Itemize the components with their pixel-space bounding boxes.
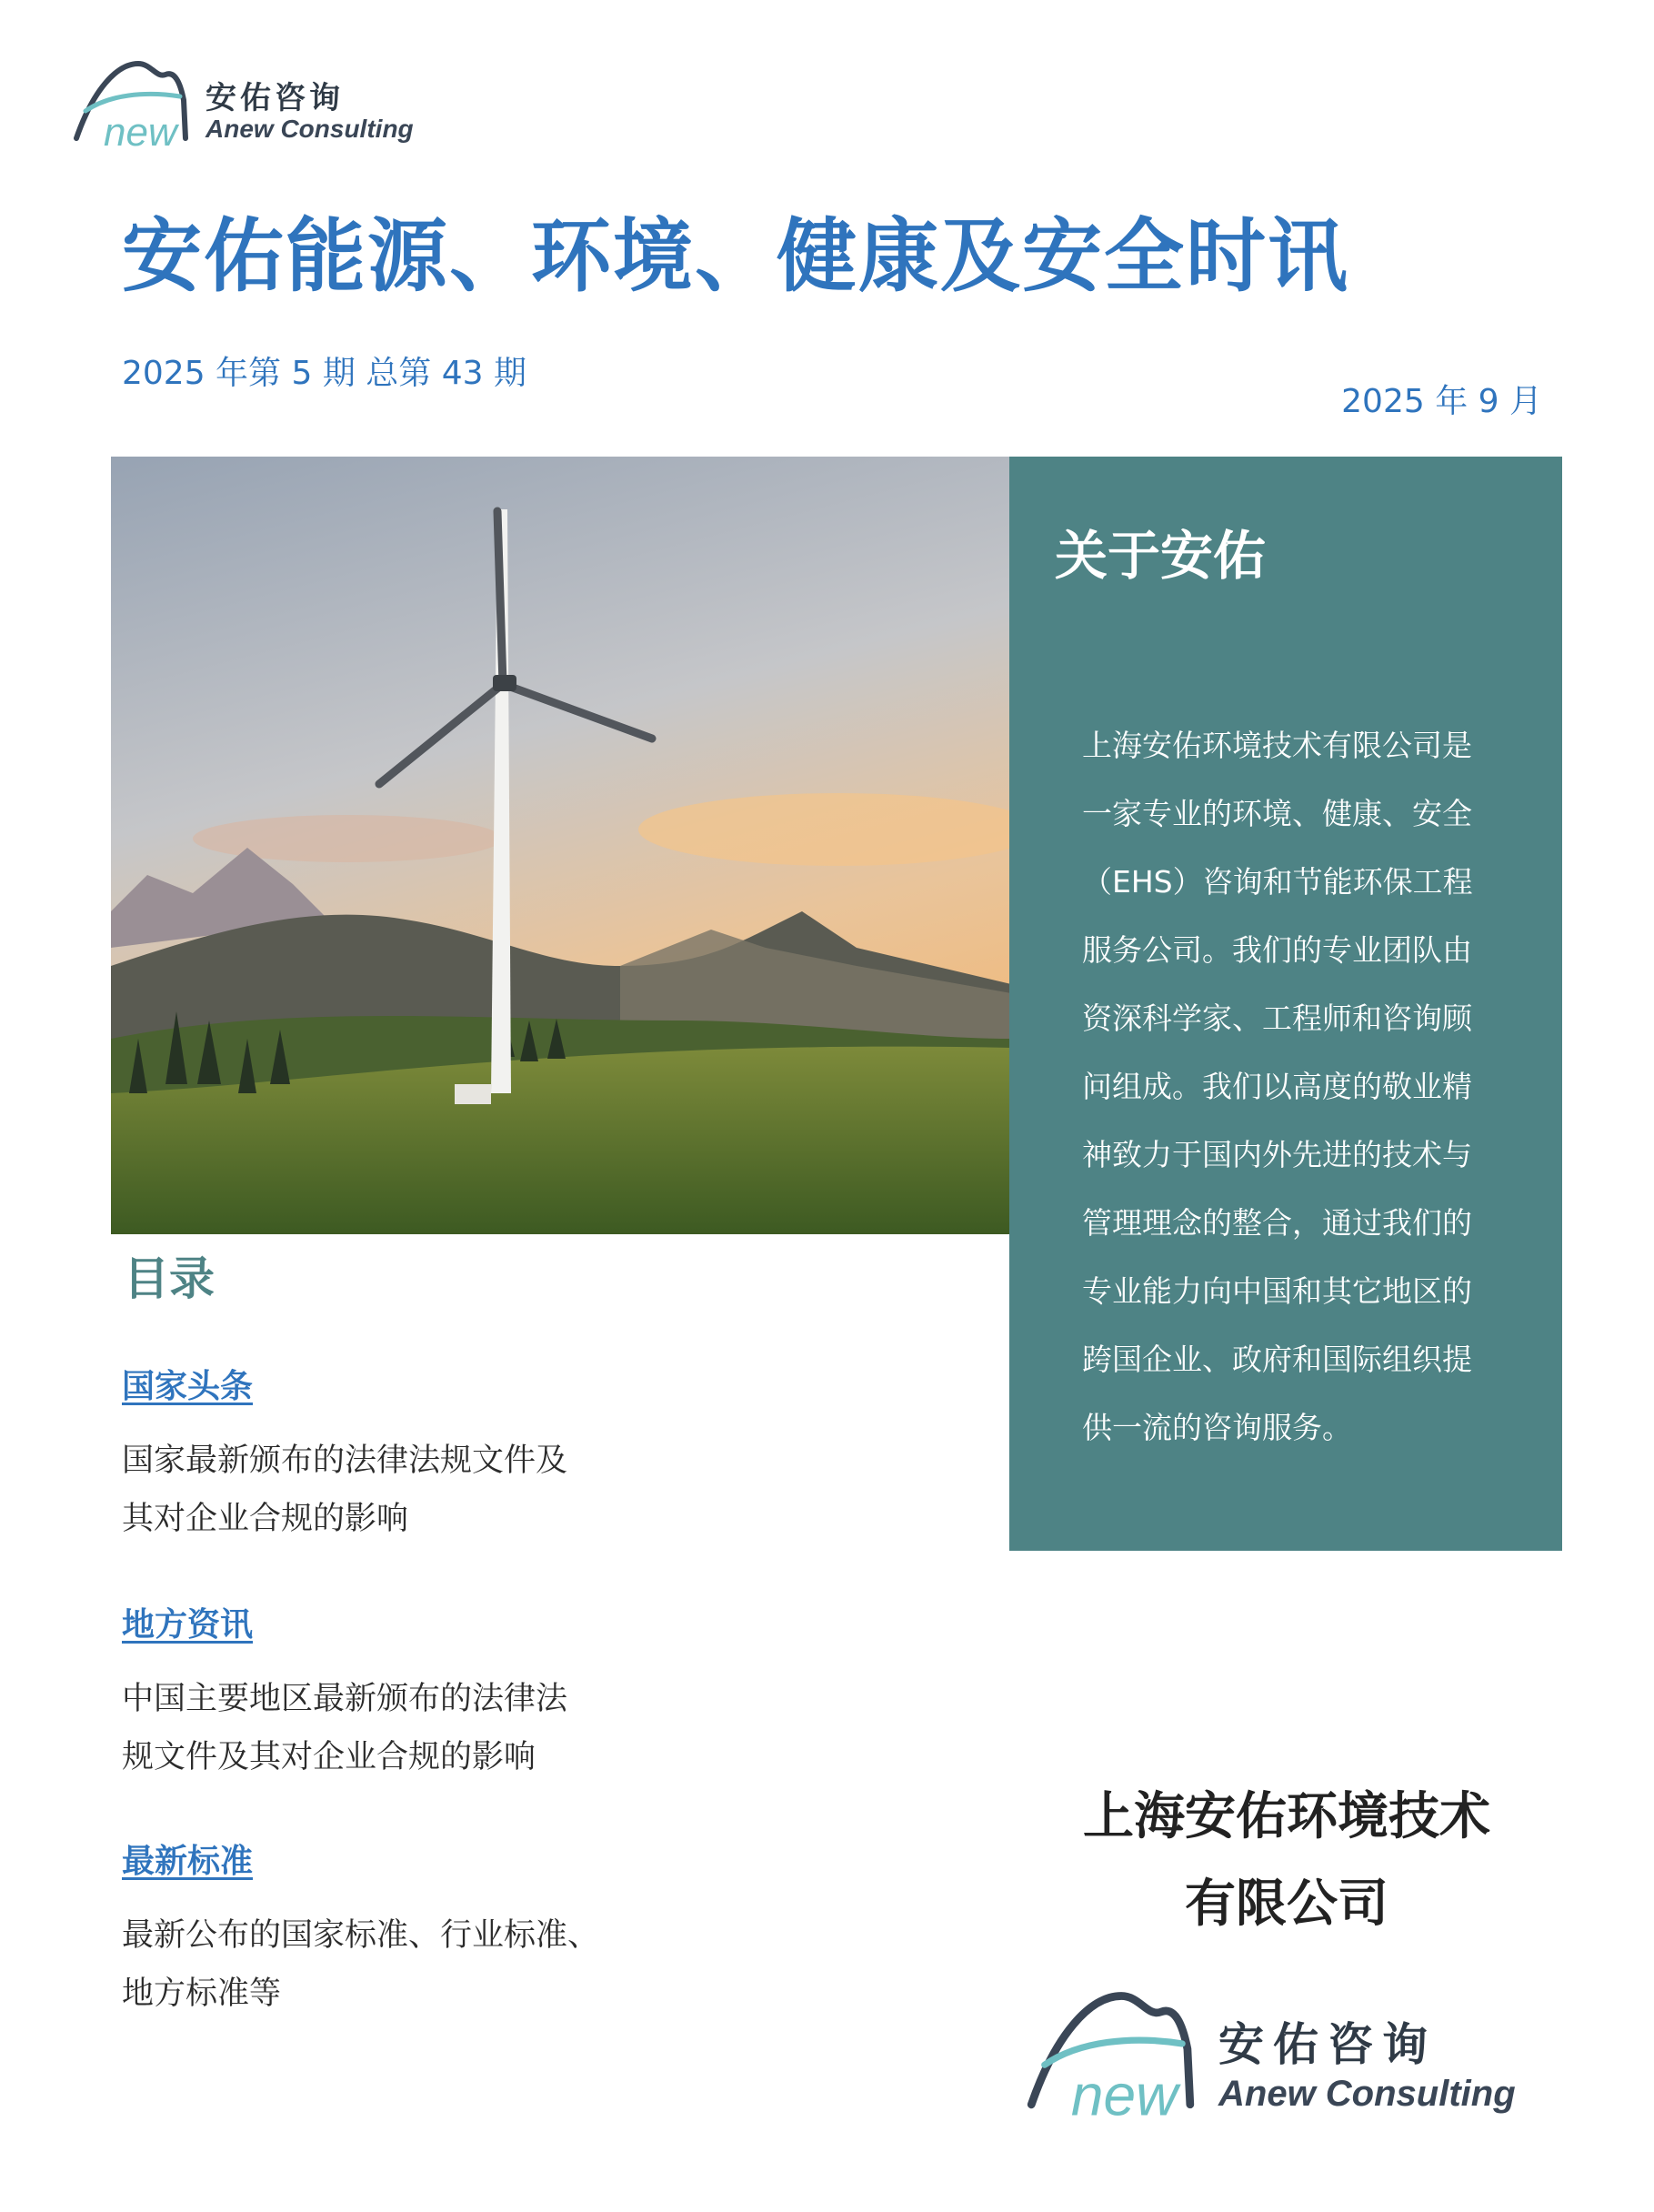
about-line: 神致力于国内外先进的技术与 [1082, 1137, 1472, 1172]
toc-desc-national [122, 1432, 631, 1548]
toc-desc-line: 最新公布的国家标准、行业标准、 [122, 1917, 600, 1954]
toc-desc-standards [122, 1906, 631, 2023]
about-line: （EHS）咨询和节能环保工程 [1082, 864, 1473, 900]
logo-mountain-icon [73, 55, 191, 155]
toc-desc-line: 国家最新颁布的法律法规文件及 [122, 1443, 568, 1479]
company-name-line2: 有限公司 [1185, 1875, 1388, 1934]
about-line: 资深科学家、工程师和咨询顾 [1082, 1000, 1472, 1036]
logo-cn-text: 安佑咨询 [1218, 2018, 1437, 2071]
about-line: 跨国企业、政府和国际组织提 [1082, 1342, 1472, 1377]
about-line: 问组成。我们以高度的敬业精 [1082, 1069, 1472, 1104]
company-name-line1: 上海安佑环境技术 [1083, 1787, 1490, 1846]
toc-desc-line: 规文件及其对企业合规的影响 [122, 1739, 536, 1775]
logo-en-text: Anew Consulting [205, 115, 414, 143]
page-title: 安佑能源、环境、健康及安全时讯 [122, 209, 1350, 303]
toc-desc-line: 中国主要地区最新颁布的法律法 [122, 1681, 568, 1717]
about-line: 一家专业的环境、健康、安全 [1082, 796, 1472, 831]
about-title: 关于安佑 [1055, 525, 1267, 587]
about-line: 服务公司。我们的专业团队由 [1082, 932, 1472, 968]
logo-mark-text: new [1070, 2062, 1178, 2128]
company-name [1000, 1774, 1573, 1948]
toc-link-local-news[interactable]: 地方资讯 [122, 1606, 254, 1644]
about-body [1082, 711, 1500, 1462]
logo-en-text: Anew Consulting [1218, 2074, 1516, 2114]
toc-title: 目录 [124, 1252, 215, 1305]
logo-mountain-icon [1026, 1983, 1198, 2128]
about-line: 供一流的咨询服务。 [1082, 1410, 1352, 1445]
about-panel [1009, 457, 1562, 1551]
logo-top [73, 55, 418, 155]
toc-desc-line: 地方标准等 [122, 1976, 282, 2012]
about-line: 上海安佑环境技术有限公司是 [1082, 728, 1472, 763]
logo-cn-text: 安佑咨询 [205, 80, 344, 116]
toc-desc-local [122, 1670, 631, 1786]
about-line: 管理理念的整合，通过我们的 [1082, 1205, 1472, 1241]
issue-date: 2025 年 9 月 [1341, 383, 1542, 420]
about-line: 专业能力向中国和其它地区的 [1082, 1273, 1472, 1309]
toc-desc-line: 其对企业合规的影响 [122, 1501, 409, 1537]
issue-number: 2025 年第 5 期 总第 43 期 [122, 355, 526, 392]
hero-wind-turbine-image [111, 457, 1011, 1234]
logo-bottom [1026, 1983, 1553, 2128]
logo-mark-text: new [104, 110, 177, 155]
toc-link-national-headlines[interactable]: 国家头条 [122, 1368, 254, 1405]
toc-link-latest-standards[interactable]: 最新标准 [122, 1843, 254, 1880]
